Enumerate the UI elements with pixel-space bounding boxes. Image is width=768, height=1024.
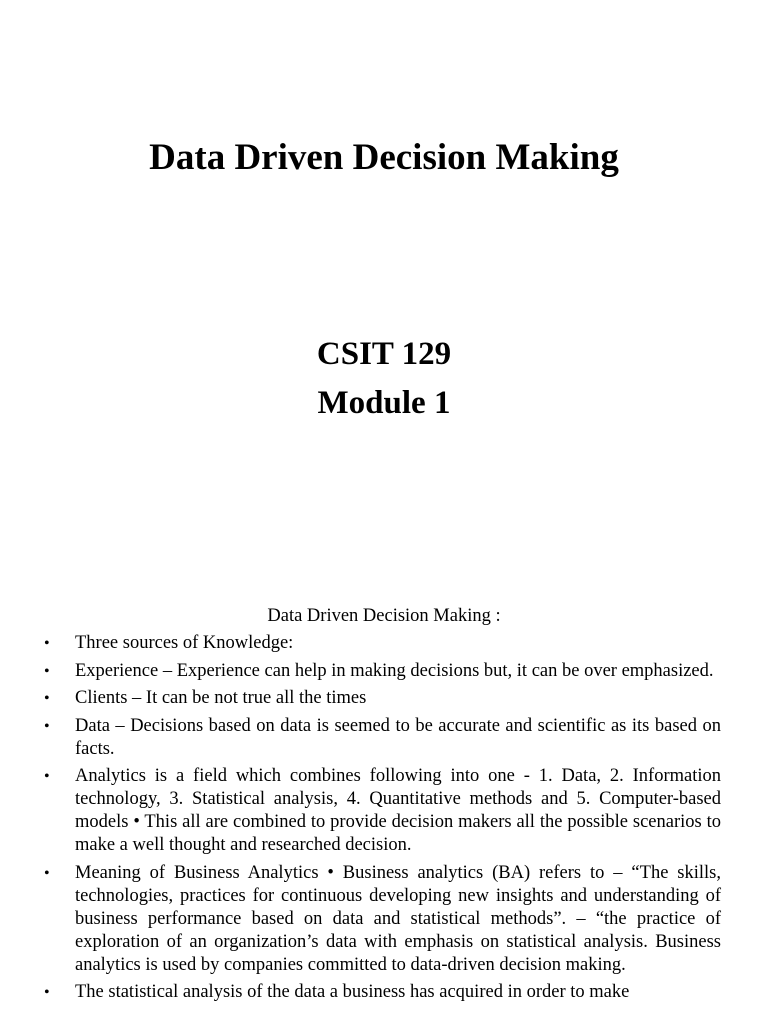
list-item <box>0 765 768 857</box>
bullet-icon: • <box>44 768 50 785</box>
bullet-icon: • <box>44 984 50 1001</box>
list-item <box>0 715 768 761</box>
course-code: CSIT 129 <box>316 336 452 372</box>
list-item-text: Analytics is a field which combines following into one - 1. Data, 2. Information technology, 3. Statistical analysis, 4. Quantitative methods and 5. Computer-based models • This all are combined to provide decision makers all the possible scenarios to make a well thought and researched decision. <box>75 766 721 855</box>
bullet-icon: • <box>44 635 50 652</box>
notes-bullet-list <box>0 632 768 1004</box>
list-item-text: Three sources of Knowledge: <box>75 633 294 653</box>
list-item-text: Meaning of Business Analytics • Business analytics (BA) refers to – “The skills, technologies, practices for continuous developing new insights and understanding of business performance based on data and statistical methods”. – “the practice of exploration of an organization’s data with emphasis on statistical analysis. Business analytics is used by companies committed to data-driven decision making. <box>75 862 721 975</box>
list-item-text: Experience – Experience can help in making decisions but, it can be over emphasized. <box>75 660 714 681</box>
list-item <box>0 660 768 683</box>
notes-heading: Data Driven Decision Making : <box>267 606 501 626</box>
bullet-icon: • <box>44 864 50 882</box>
notes-section <box>0 605 768 1009</box>
slide-title: Data Driven Decision Making <box>149 137 619 178</box>
list-item <box>0 687 768 710</box>
list-item-text: Clients – It can be not true all the times <box>75 688 367 708</box>
list-item-text: Data – Decisions based on data is seemed to be accurate and scientific as its based on facts. <box>75 715 721 759</box>
bullet-icon: • <box>44 717 50 735</box>
bullet-icon: • <box>44 690 50 707</box>
list-item <box>0 632 768 655</box>
list-item <box>0 981 768 1004</box>
bullet-icon: • <box>44 662 50 680</box>
list-item <box>0 862 768 977</box>
list-item-text: The statistical analysis of the data a business has acquired in order to make <box>75 982 630 1002</box>
module-label: Module 1 <box>317 385 451 421</box>
slide-subtitle <box>0 330 768 428</box>
